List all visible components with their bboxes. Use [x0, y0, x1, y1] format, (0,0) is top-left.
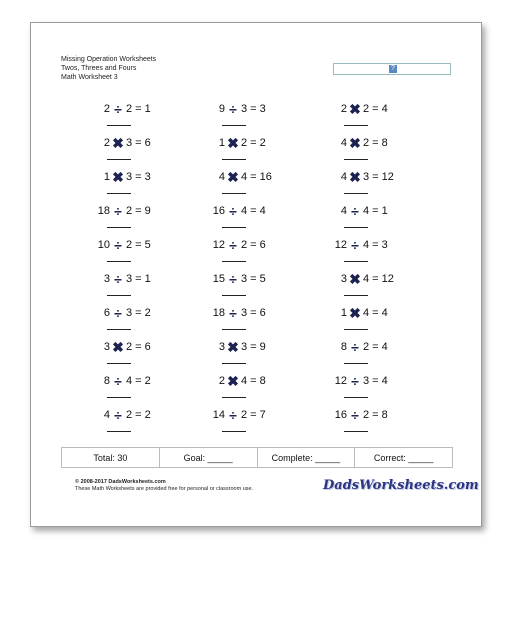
problem-item [196, 205, 284, 241]
problem-item [318, 137, 406, 173]
first-operand: 4 [340, 171, 347, 183]
equation [81, 205, 169, 221]
answer-line[interactable] [222, 295, 246, 296]
equation [318, 103, 406, 119]
second-operand-result: 3 = 12 [363, 171, 394, 183]
second-operand-result: 2 = 2 [126, 409, 151, 421]
answer-line[interactable] [222, 159, 246, 160]
equation [81, 239, 169, 255]
equation [81, 341, 169, 357]
second-operand-result: 3 = 4 [363, 375, 388, 387]
second-operand-result: 2 = 4 [363, 103, 388, 115]
first-operand: 14 [212, 409, 225, 421]
answer-line[interactable] [107, 431, 131, 432]
multiply-icon: ✖ [112, 169, 124, 185]
first-operand: 16 [334, 409, 347, 421]
first-operand: 12 [334, 375, 347, 387]
second-operand-result: 4 = 1 [363, 205, 388, 217]
problem-item [81, 341, 169, 377]
problem-item [81, 205, 169, 241]
copyright-line: © 2008-2017 DadsWorksheets.com [75, 479, 166, 485]
divide-icon: ÷ [229, 101, 237, 117]
problem-item [196, 341, 284, 377]
first-operand: 4 [218, 171, 225, 183]
first-operand: 12 [212, 239, 225, 251]
second-operand-result: 3 = 2 [126, 307, 151, 319]
equation [196, 171, 284, 187]
answer-line[interactable] [107, 261, 131, 262]
problem-item [318, 375, 406, 411]
answer-line[interactable] [344, 363, 368, 364]
equation [196, 103, 284, 119]
multiply-icon: ✖ [227, 339, 239, 355]
multiply-icon: ✖ [349, 169, 361, 185]
equation [196, 409, 284, 425]
problem-item [196, 103, 284, 139]
answer-line[interactable] [222, 193, 246, 194]
first-operand: 8 [103, 375, 110, 387]
first-operand: 1 [218, 137, 225, 149]
equation [196, 341, 284, 357]
goal-field: Goal: _____ [160, 448, 258, 467]
answer-line[interactable] [344, 295, 368, 296]
problem-item [81, 307, 169, 343]
second-operand-result: 4 = 8 [241, 375, 266, 387]
answer-line[interactable] [344, 261, 368, 262]
usage-line: These Math Worksheets are provided free for personal or classroom use. [75, 486, 254, 492]
problem-item [81, 103, 169, 139]
header-subtitle: Twos, Threes and Fours [61, 65, 137, 72]
second-operand-result: 2 = 8 [363, 409, 388, 421]
equation [81, 375, 169, 391]
answer-line[interactable] [344, 159, 368, 160]
answer-line[interactable] [222, 363, 246, 364]
answer-line[interactable] [222, 261, 246, 262]
first-operand: 2 [103, 103, 110, 115]
second-operand-result: 3 = 3 [126, 171, 151, 183]
second-operand-result: 4 = 4 [241, 205, 266, 217]
equation [318, 307, 406, 323]
first-operand: 18 [212, 307, 225, 319]
problem-item [81, 273, 169, 309]
equation [196, 375, 284, 391]
answer-line[interactable] [344, 397, 368, 398]
first-operand: 10 [97, 239, 110, 251]
problem-item [318, 171, 406, 207]
equation [196, 239, 284, 255]
equation [196, 205, 284, 221]
first-operand: 2 [218, 375, 225, 387]
problem-item [81, 239, 169, 275]
divide-icon: ÷ [114, 101, 122, 117]
divide-icon: ÷ [114, 407, 122, 423]
divide-icon: ÷ [229, 237, 237, 253]
equation [318, 375, 406, 391]
multiply-icon: ✖ [227, 169, 239, 185]
second-operand-result: 3 = 5 [241, 273, 266, 285]
worksheet-header [61, 55, 156, 82]
divide-icon: ÷ [114, 305, 122, 321]
answer-line[interactable] [107, 193, 131, 194]
divide-icon: ÷ [229, 203, 237, 219]
first-operand: 1 [103, 171, 110, 183]
answer-line[interactable] [107, 125, 131, 126]
first-operand: 18 [97, 205, 110, 217]
second-operand-result: 3 = 9 [241, 341, 266, 353]
answer-line[interactable] [107, 363, 131, 364]
answer-line[interactable] [222, 431, 246, 432]
first-operand: 9 [218, 103, 225, 115]
problem-item [196, 239, 284, 275]
multiply-icon: ✖ [349, 305, 361, 321]
second-operand-result: 3 = 6 [241, 307, 266, 319]
answer-line[interactable] [222, 125, 246, 126]
first-operand: 3 [340, 273, 347, 285]
equation [196, 273, 284, 289]
first-operand: 3 [103, 273, 110, 285]
equation [81, 273, 169, 289]
equation [81, 409, 169, 425]
multiply-icon: ✖ [227, 135, 239, 151]
divide-icon: ÷ [351, 373, 359, 389]
first-operand: 2 [340, 103, 347, 115]
copyright-notice [75, 479, 253, 493]
problem-item [318, 409, 406, 445]
problem-item [196, 307, 284, 343]
problem-item [196, 171, 284, 207]
second-operand-result: 2 = 7 [241, 409, 266, 421]
answer-line[interactable] [107, 159, 131, 160]
first-operand: 6 [103, 307, 110, 319]
divide-icon: ÷ [229, 305, 237, 321]
second-operand-result: 2 = 8 [363, 137, 388, 149]
equation [318, 205, 406, 221]
multiply-icon: ✖ [349, 271, 361, 287]
answer-line[interactable] [107, 397, 131, 398]
second-operand-result: 2 = 6 [241, 239, 266, 251]
problem-item [81, 409, 169, 445]
problem-item [318, 273, 406, 309]
first-operand: 4 [340, 205, 347, 217]
first-operand: 3 [103, 341, 110, 353]
problem-item [318, 239, 406, 275]
first-operand: 4 [340, 137, 347, 149]
second-operand-result: 4 = 12 [363, 273, 394, 285]
answer-line[interactable] [344, 193, 368, 194]
total-field: Total: 30 [62, 448, 160, 467]
divide-icon: ÷ [351, 237, 359, 253]
divide-icon: ÷ [351, 339, 359, 355]
problem-item [196, 273, 284, 309]
equation [81, 137, 169, 153]
second-operand-result: 2 = 5 [126, 239, 151, 251]
complete-field: Complete: _____ [258, 448, 356, 467]
divide-icon: ÷ [114, 271, 122, 287]
divide-icon: ÷ [229, 271, 237, 287]
divide-icon: ÷ [351, 203, 359, 219]
dadsworksheets-logo[interactable]: DadsWorksheets.com [323, 478, 479, 493]
second-operand-result: 2 = 4 [363, 341, 388, 353]
divide-icon: ÷ [114, 373, 122, 389]
first-operand: 16 [212, 205, 225, 217]
problem-item [318, 103, 406, 139]
equation [81, 103, 169, 119]
first-operand: 3 [218, 341, 225, 353]
first-operand: 15 [212, 273, 225, 285]
first-operand: 8 [340, 341, 347, 353]
second-operand-result: 2 = 6 [126, 341, 151, 353]
second-operand-result: 3 = 6 [126, 137, 151, 149]
problem-item [196, 409, 284, 445]
equation [196, 307, 284, 323]
problem-item [81, 375, 169, 411]
answer-line[interactable] [107, 329, 131, 330]
multiply-icon: ✖ [112, 339, 124, 355]
equation [81, 307, 169, 323]
divide-icon: ÷ [229, 407, 237, 423]
first-operand: 2 [103, 137, 110, 149]
first-operand: 4 [103, 409, 110, 421]
answer-line[interactable] [344, 125, 368, 126]
problem-item [318, 307, 406, 343]
worksheet-page [30, 22, 482, 527]
answer-key-icon[interactable]: ? [389, 65, 397, 73]
divide-icon: ÷ [351, 407, 359, 423]
equation [196, 137, 284, 153]
multiply-icon: ✖ [349, 101, 361, 117]
second-operand-result: 2 = 9 [126, 205, 151, 217]
problem-item [318, 341, 406, 377]
problem-item [318, 205, 406, 241]
second-operand-result: 3 = 1 [126, 273, 151, 285]
equation [318, 409, 406, 425]
answer-line[interactable] [107, 227, 131, 228]
equation [81, 171, 169, 187]
answer-line[interactable] [344, 329, 368, 330]
second-operand-result: 4 = 16 [241, 171, 272, 183]
second-operand-result: 3 = 3 [241, 103, 266, 115]
equation [318, 273, 406, 289]
first-operand: 1 [340, 307, 347, 319]
divide-icon: ÷ [114, 203, 122, 219]
header-title: Missing Operation Worksheets [61, 56, 157, 63]
multiply-icon: ✖ [112, 135, 124, 151]
multiply-icon: ✖ [349, 135, 361, 151]
second-operand-result: 2 = 1 [126, 103, 151, 115]
second-operand-result: 2 = 2 [241, 137, 266, 149]
answer-key-box[interactable] [333, 63, 451, 75]
answer-line[interactable] [344, 227, 368, 228]
equation [318, 239, 406, 255]
answer-line[interactable] [344, 431, 368, 432]
score-bar [61, 447, 453, 468]
problem-item [196, 137, 284, 173]
header-worksheet-number: Math Worksheet 3 [61, 74, 118, 81]
multiply-icon: ✖ [227, 373, 239, 389]
answer-line[interactable] [222, 329, 246, 330]
equation [318, 171, 406, 187]
first-operand: 12 [334, 239, 347, 251]
problem-item [196, 375, 284, 411]
answer-line[interactable] [222, 397, 246, 398]
problem-item [81, 137, 169, 173]
divide-icon: ÷ [114, 237, 122, 253]
second-operand-result: 4 = 3 [363, 239, 388, 251]
answer-line[interactable] [107, 295, 131, 296]
problem-item [81, 171, 169, 207]
equation [318, 137, 406, 153]
answer-line[interactable] [222, 227, 246, 228]
second-operand-result: 4 = 4 [363, 307, 388, 319]
correct-field: Correct: _____ [373, 452, 434, 463]
equation [318, 341, 406, 357]
second-operand-result: 4 = 2 [126, 375, 151, 387]
